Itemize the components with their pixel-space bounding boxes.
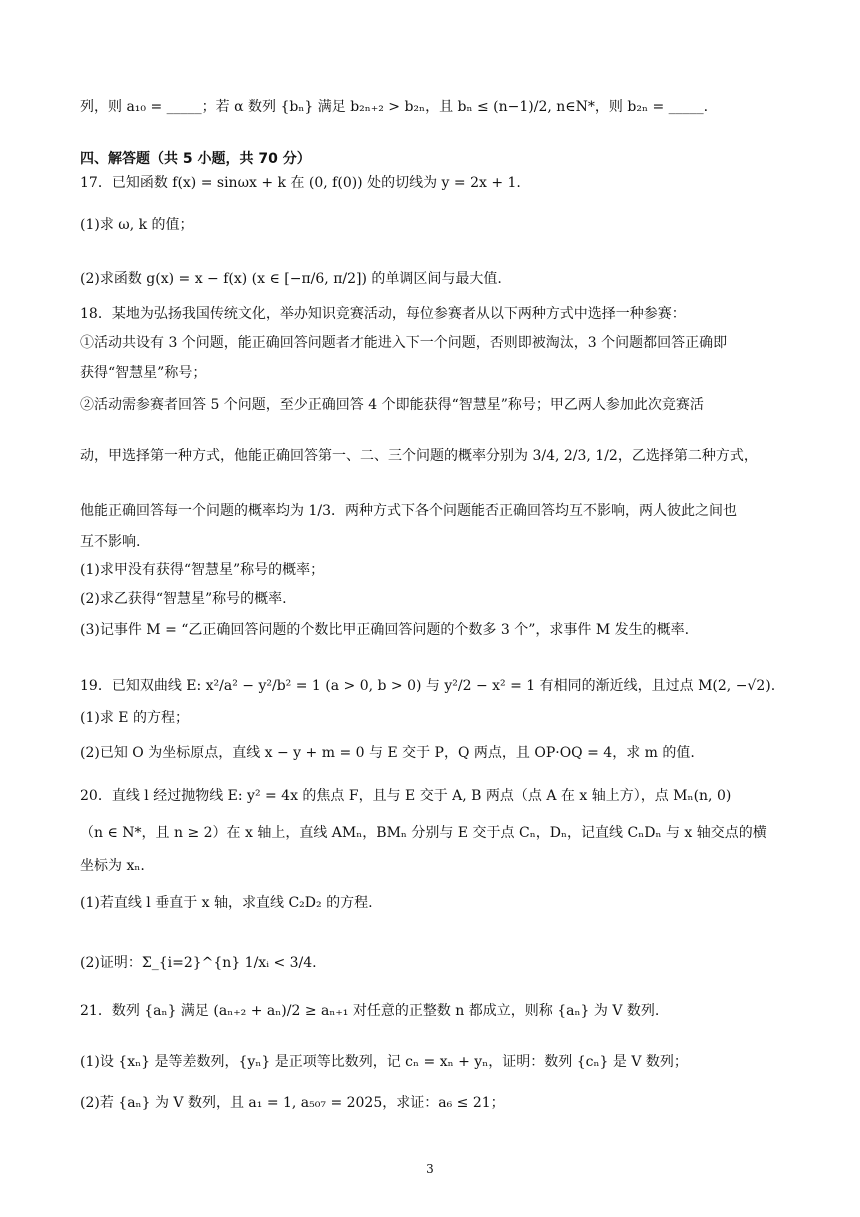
problem-18-rule2: ②活动需参赛者回答 5 个问题，至少正确回答 4 个即能获得“智慧星”称号；甲乙两人参加此次竞赛活: [80, 397, 704, 413]
problem-21: 21．数列 {aₙ} 满足 (aₙ₊₂ + aₙ)/2 ≥ aₙ₊₁ 对任意的正整数 n 都成立，则称 {aₙ} 为 V 数列.: [80, 1003, 660, 1019]
problem-18-part2: (2)求乙获得“智慧星”称号的概率.: [80, 591, 287, 607]
page-number: 3: [426, 1162, 434, 1176]
problem-18-part3: (3)记事件 M = “乙正确回答问题的个数比甲正确回答问题的个数多 3 个”，求事件 M 发生的概率.: [80, 622, 690, 638]
text-line: 获得“智慧星”称号；: [80, 365, 207, 381]
problem-18-rule1: ①活动共设有 3 个问题，能正确回答问题者才能进入下一个问题，否则即被淘汰，3 个问题都回答正确即: [80, 335, 728, 351]
problem-19-part2: (2)已知 O 为坐标原点，直线 x − y + m = 0 与 E 交于 P，Q 两点，且 OP·OQ = 4，求 m 的值.: [80, 745, 695, 761]
problem-19: 19．已知双曲线 E: x²/a² − y²/b² = 1 (a > 0, b > 0) 与 y²/2 − x² = 1 有相同的渐近线，且过点 M(2, −√2).: [80, 678, 776, 694]
problem-17-part2: (2)求函数 g(x) = x − f(x) (x ∈ [−π/6, π/2]) 的单调区间与最大值.: [80, 271, 502, 287]
text-line: 互不影响.: [80, 534, 141, 550]
problem-21-part1: (1)设 {xₙ} 是等差数列，{yₙ} 是正项等比数列，记 cₙ = xₙ + yₙ，证明：数列 {cₙ} 是 V 数列；: [80, 1054, 688, 1070]
problem-18-part1: (1)求甲没有获得“智慧星”称号的概率；: [80, 562, 325, 578]
problem-19-part1: (1)求 E 的方程；: [80, 710, 189, 726]
problem-20-part2: (2)证明：Σ_{i=2}^{n} 1/xᵢ < 3/4.: [80, 955, 317, 971]
text-line: 坐标为 xₙ.: [80, 858, 145, 874]
problem-17: 17．已知函数 f(x) = sinωx + k 在 (0, f(0)) 处的切线为 y = 2x + 1.: [80, 175, 521, 191]
text-line: 动，甲选择第一种方式，他能正确回答第一、二、三个问题的概率分别为 3/4, 2/3, 1/2，乙选择第二种方式，: [80, 448, 758, 464]
problem-21-part2: (2)若 {aₙ} 为 V 数列，且 a₁ = 1, a₅₀₇ = 2025，求证：a₆ ≤ 21；: [80, 1095, 505, 1111]
problem-20: 20．直线 l 经过抛物线 E: y² = 4x 的焦点 F，且与 E 交于 A, B 两点（点 A 在 x 轴上方），点 Mₙ(n, 0): [80, 788, 732, 804]
text-line: 列，则 a₁₀ = _____；若 α 数列 {bₙ} 满足 b₂ₙ₊₂ > b₂ₙ，且 bₙ ≤ (n−1)/2, n∈N*，则 b₂ₙ = _____.: [80, 99, 709, 115]
problem-17-part1: (1)求 ω, k 的值；: [80, 217, 194, 233]
problem-20-part1: (1)若直线 l 垂直于 x 轴，求直线 C₂D₂ 的方程.: [80, 895, 373, 911]
section-heading: 四、解答题（共 5 小题，共 70 分）: [80, 151, 311, 167]
problem-18: 18．某地为弘扬我国传统文化，举办知识竞赛活动，每位参赛者从以下两种方式中选择一种参赛：: [80, 306, 686, 322]
text-line: 他能正确回答每一个问题的概率均为 1/3．两种方式下各个问题能否正确回答均互不影响，两人彼此之间也: [80, 503, 737, 519]
text-line: （n ∈ N*，且 n ≥ 2）在 x 轴上，直线 AMₙ，BMₙ 分别与 E 交于点 Cₙ，Dₙ，记直线 CₙDₙ 与 x 轴交点的横: [80, 825, 767, 841]
